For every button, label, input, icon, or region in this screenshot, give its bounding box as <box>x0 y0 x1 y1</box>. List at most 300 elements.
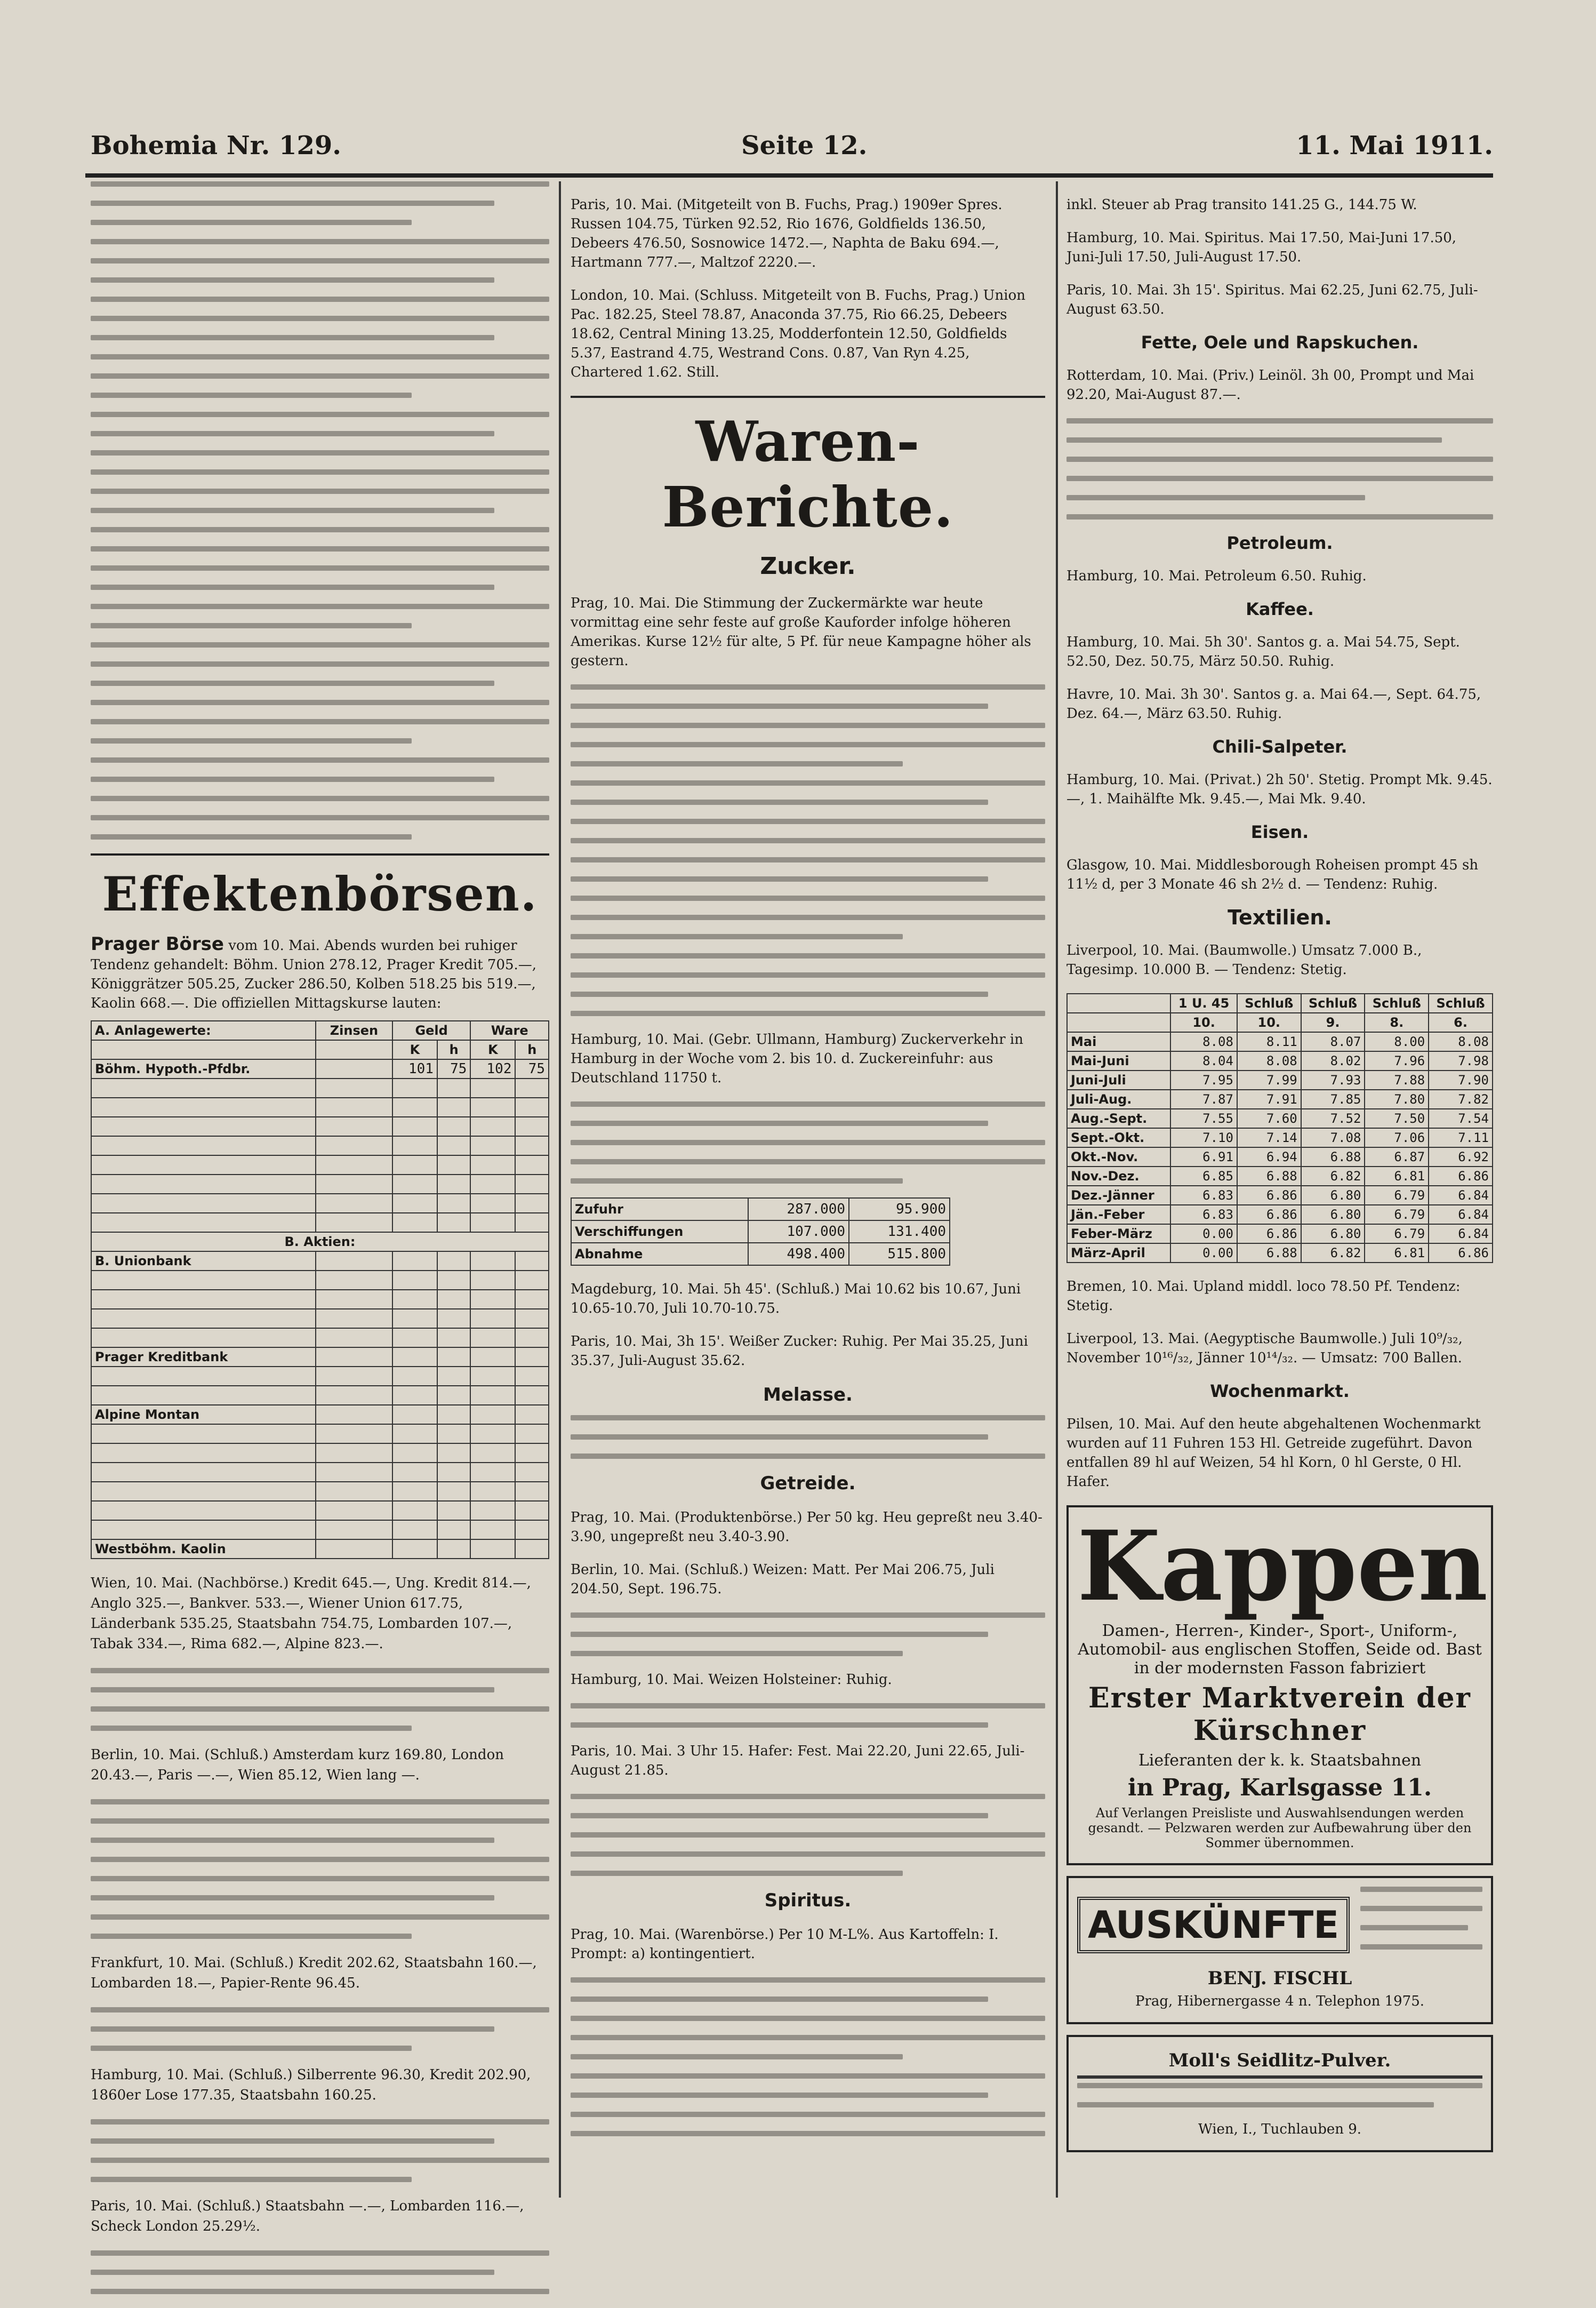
subheader-k: K <box>470 1040 515 1059</box>
cotton-price: 6.91 <box>1170 1147 1237 1167</box>
cotton-price: 6.82 <box>1301 1243 1365 1263</box>
prager-boerse-text: vom 10. Mai. Abends wurden bei ruhiger Tendenz gehandelt: Böhm. Union 278.12, Prager Kredit 705.—, Königgrätzer 505.25, Zucker 286.50, Kolben 518.25 bis 519.—, Kaolin 668.—. Die offiziellen Mittagskurse lauten: <box>91 938 537 1011</box>
cotton-column-date: 6. <box>1429 1013 1493 1032</box>
cotton-price: 7.93 <box>1301 1071 1365 1090</box>
cotton-column-date: 10. <box>1170 1013 1237 1032</box>
price-cell <box>470 1463 515 1482</box>
report-hamburg-chili: Hamburg, 10. Mai. (Privat.) 2h 50'. Stetig. Prompt Mk. 9.45.—, 1. Maihälfte Mk. 9.45.—, Mai Mk. 9.40. <box>1066 772 1493 807</box>
coupon-cell <box>316 1213 392 1232</box>
price-cell <box>470 1136 515 1155</box>
price-cell <box>515 1424 549 1443</box>
table-row <box>1067 1109 1493 1128</box>
stock-label: Abnahme <box>571 1243 748 1265</box>
price-cell <box>437 1347 470 1367</box>
coupon-cell <box>316 1098 392 1117</box>
cotton-price: 6.83 <box>1170 1186 1237 1205</box>
coupon-cell <box>316 1539 392 1559</box>
price-cell <box>470 1501 515 1520</box>
table-row <box>571 1243 950 1265</box>
security-name <box>91 1175 316 1194</box>
coupon-cell <box>316 1251 392 1271</box>
cotton-price: 7.10 <box>1170 1128 1237 1147</box>
security-name <box>91 1290 316 1309</box>
table-row <box>1067 1051 1493 1071</box>
cotton-column-header: 1 U. 45 <box>1170 994 1237 1013</box>
security-name: Alpine Montan <box>91 1405 316 1424</box>
price-cell: 102 <box>470 1059 515 1079</box>
price-cell <box>437 1175 470 1194</box>
cotton-price: 7.54 <box>1429 1109 1493 1128</box>
security-name: B. Unionbank <box>91 1251 316 1271</box>
price-cell <box>470 1251 515 1271</box>
price-cell <box>392 1501 437 1520</box>
cotton-extra <box>1066 1277 1493 1491</box>
price-cell <box>470 1290 515 1309</box>
table-row <box>91 1443 549 1463</box>
price-cell <box>437 1424 470 1443</box>
column-rule <box>559 181 561 2198</box>
price-cell <box>470 1443 515 1463</box>
price-cell <box>437 1117 470 1136</box>
security-name: Westböhm. Kaolin <box>91 1539 316 1559</box>
cotton-price: 7.96 <box>1365 1051 1429 1071</box>
cotton-price: 6.84 <box>1429 1224 1493 1243</box>
price-cell <box>470 1155 515 1175</box>
cotton-price: 6.80 <box>1301 1205 1365 1224</box>
report-zucker-prag: Prag, 10. Mai. Die Stimmung der Zuckermärkte war heute vormittag eine sehr feste auf große Kauforder infolge höheren Amerikas. Kurse 12½ für alte, 5 Pf. für neue Kampagne höher als gestern. <box>571 595 1031 669</box>
price-cell <box>437 1463 470 1482</box>
section-title-effektenboersen: Effektenbörsen. <box>102 866 538 922</box>
stock-value: 107.000 <box>748 1220 849 1243</box>
table-row <box>1067 1147 1493 1167</box>
issue-date: 11. Mai 1911. <box>1296 131 1493 161</box>
price-cell <box>515 1136 549 1155</box>
table-row <box>91 1290 549 1309</box>
cotton-column-date: 9. <box>1301 1013 1365 1032</box>
table-header-ware: Ware <box>470 1021 549 1040</box>
ad-kappen-line4: in Prag, Karlsgasse 11. <box>1127 1774 1432 1801</box>
cotton-price: 7.82 <box>1429 1090 1493 1109</box>
price-cell <box>515 1251 549 1271</box>
price-cell <box>437 1213 470 1232</box>
price-cell <box>437 1539 470 1559</box>
stock-value: 287.000 <box>748 1198 849 1220</box>
price-cell <box>392 1117 437 1136</box>
table-header-geld: Geld <box>392 1021 471 1040</box>
security-name <box>91 1424 316 1443</box>
cotton-price: 8.11 <box>1237 1032 1301 1051</box>
price-cell <box>515 1155 549 1175</box>
cotton-price: 7.91 <box>1237 1090 1301 1109</box>
exchange-reports <box>91 1573 549 2294</box>
table-row <box>1067 1128 1493 1147</box>
ad-auskuenfte-address: Prag, Hibernergasse 4 n. Telephon 1975. <box>1135 1993 1425 2009</box>
security-name <box>91 1155 316 1175</box>
cotton-price: 7.06 <box>1365 1128 1429 1147</box>
cotton-price: 7.99 <box>1237 1071 1301 1090</box>
column-rule <box>1056 181 1058 2198</box>
cotton-month: Aug.-Sept. <box>1067 1109 1170 1128</box>
price-cell <box>470 1482 515 1501</box>
commodities-block <box>1066 195 1493 979</box>
price-cell <box>437 1271 470 1290</box>
cotton-column-header: Schluß <box>1237 994 1301 1013</box>
sugar-stock-table <box>571 1197 950 1266</box>
price-cell <box>515 1271 549 1290</box>
ad-kappen-line3: Lieferanten der k. k. Staatsbahnen <box>1138 1751 1422 1770</box>
price-cell <box>470 1539 515 1559</box>
price-cell <box>392 1251 437 1271</box>
cotton-price: 7.60 <box>1237 1109 1301 1128</box>
table-row <box>91 1059 549 1079</box>
price-cell <box>437 1443 470 1463</box>
price-cell <box>437 1136 470 1155</box>
price-cell <box>437 1328 470 1347</box>
price-cell: 75 <box>437 1059 470 1079</box>
ad-auskuenfte-firm: BENJ. FISCHL <box>1207 1968 1352 1989</box>
report-berlin-getreide: Berlin, 10. Mai. (Schluß.) Weizen: Matt. Per Mai 206.75, Juli 204.50, Sept. 196.75. <box>571 1562 995 1597</box>
cotton-price: 7.88 <box>1365 1071 1429 1090</box>
foreign-exchange-block <box>571 195 1045 382</box>
price-cell <box>515 1463 549 1482</box>
cotton-price: 7.85 <box>1301 1090 1365 1109</box>
stock-value: 515.800 <box>849 1243 950 1265</box>
report-paris-getreide: Paris, 10. Mai. 3 Uhr 15. Hafer: Fest. Mai 22.20, Juni 22.65, Juli-August 21.85. <box>571 1743 1025 1778</box>
table-row <box>91 1328 549 1347</box>
price-cell <box>515 1520 549 1539</box>
price-cell <box>392 1136 437 1155</box>
cotton-price: 6.87 <box>1365 1147 1429 1167</box>
security-name <box>91 1136 316 1155</box>
table-row <box>91 1271 549 1290</box>
price-cell <box>515 1328 549 1347</box>
coupon-cell <box>316 1194 392 1213</box>
cotton-month: März-April <box>1067 1243 1170 1263</box>
cotton-price: 6.83 <box>1170 1205 1237 1224</box>
cotton-month: Juli-Aug. <box>1067 1090 1170 1109</box>
cotton-price: 7.95 <box>1170 1071 1237 1090</box>
security-name: Prager Kreditbank <box>91 1347 316 1367</box>
price-cell <box>437 1194 470 1213</box>
coupon-cell <box>316 1482 392 1501</box>
cotton-column-date: 10. <box>1237 1013 1301 1032</box>
table-row <box>91 1213 549 1232</box>
price-cell <box>515 1175 549 1194</box>
report-hamburg-petroleum: Hamburg, 10. Mai. Petroleum 6.50. Ruhig. <box>1066 568 1367 584</box>
coupon-cell <box>316 1079 392 1098</box>
prager-boerse-report <box>91 935 549 1013</box>
price-cell <box>437 1386 470 1405</box>
cotton-price: 6.94 <box>1237 1147 1301 1167</box>
report-liverpool-egypt: Liverpool, 13. Mai. (Aegyptische Baumwolle.) Juli 10⁹/₃₂, November 10¹⁶/₃₂, Jänner 10¹⁴/₃₂. — Umsatz: 700 Ballen. <box>1066 1331 1463 1366</box>
coupon-cell <box>316 1367 392 1386</box>
cotton-month: Juni-Juli <box>1067 1071 1170 1090</box>
price-cell <box>437 1155 470 1175</box>
cotton-price: 7.87 <box>1170 1090 1237 1109</box>
cotton-price: 7.98 <box>1429 1051 1493 1071</box>
report-hamburg: Hamburg, 10. Mai. (Schluß.) Silberrente 96.30, Kredit 202.90, 1860er Lose 177.35, Staatsbahn 160.25. <box>91 2067 531 2103</box>
price-cell <box>515 1213 549 1232</box>
getreide-block <box>571 1508 1045 1876</box>
table-row <box>91 1520 549 1539</box>
coupon-cell <box>316 1290 392 1309</box>
report-prag-spiritus: Prag, 10. Mai. (Warenbörse.) Per 10 M-L%. Aus Kartoffeln: I. Prompt: a) kontingentiert. <box>571 1927 999 1962</box>
price-cell <box>437 1309 470 1328</box>
price-cell <box>515 1117 549 1136</box>
price-cell <box>515 1347 549 1367</box>
price-cell <box>515 1309 549 1328</box>
ad-kappen-title: Kappen <box>1077 1510 1488 1623</box>
price-cell <box>392 1271 437 1290</box>
cotton-price: 7.80 <box>1365 1090 1429 1109</box>
ad-kappen <box>1066 1505 1493 1865</box>
table-section-a <box>91 1059 549 1232</box>
price-cell <box>470 1328 515 1347</box>
report-frankfurt: Frankfurt, 10. Mai. (Schluß.) Kredit 202.62, Staatsbahn 160.—, Lombarden 18.—, Papier-Rente 96.45. <box>91 1955 537 1991</box>
report-paris-spiritus: Paris, 10. Mai. 3h 15'. Spiritus. Mai 62.25, Juni 62.75, Juli-August 63.50. <box>1066 282 1478 317</box>
table-row <box>1067 1090 1493 1109</box>
price-cell <box>392 1367 437 1386</box>
security-name <box>91 1386 316 1405</box>
cotton-price: 8.07 <box>1301 1032 1365 1051</box>
cotton-price: 8.08 <box>1237 1051 1301 1071</box>
cotton-price: 6.80 <box>1301 1224 1365 1243</box>
stock-value: 498.400 <box>748 1243 849 1265</box>
security-name: Böhm. Hypoth.-Pfdbr. <box>91 1059 316 1079</box>
price-cell <box>515 1290 549 1309</box>
zucker-block <box>571 594 1045 1370</box>
subsection-getreide: Getreide. <box>760 1473 856 1494</box>
price-cell <box>515 1194 549 1213</box>
security-name <box>91 1367 316 1386</box>
price-cell <box>515 1482 549 1501</box>
price-cell <box>470 1347 515 1367</box>
cotton-column-date: 8. <box>1365 1013 1429 1032</box>
table-row <box>1067 1167 1493 1186</box>
security-name <box>91 1482 316 1501</box>
cotton-price: 7.14 <box>1237 1128 1301 1147</box>
price-cell <box>392 1539 437 1559</box>
cotton-price: 0.00 <box>1170 1224 1237 1243</box>
newspaper-page <box>85 107 1504 2234</box>
cotton-price: 7.11 <box>1429 1128 1493 1147</box>
security-name <box>91 1117 316 1136</box>
report-bremen: Bremen, 10. Mai. Upland middl. loco 78.50 Pf. Tendenz: Stetig. <box>1066 1279 1461 1314</box>
report-hamburg-getreide: Hamburg, 10. Mai. Weizen Holsteiner: Ruhig. <box>571 1672 892 1688</box>
security-name <box>91 1079 316 1098</box>
subheader-h: h <box>437 1040 470 1059</box>
cotton-price: 6.86 <box>1429 1167 1493 1186</box>
price-cell <box>392 1347 437 1367</box>
subsection-chili-salpeter: Chili-Salpeter. <box>1212 737 1348 757</box>
cotton-price: 6.86 <box>1429 1243 1493 1263</box>
cotton-price: 8.08 <box>1429 1032 1493 1051</box>
price-cell <box>437 1482 470 1501</box>
security-name <box>91 1520 316 1539</box>
stock-quotes-table <box>91 1020 549 1559</box>
security-name <box>91 1328 316 1347</box>
cotton-price: 7.90 <box>1429 1071 1493 1090</box>
page-number: Seite 12. <box>741 131 868 161</box>
security-name <box>91 1443 316 1463</box>
price-cell <box>437 1290 470 1309</box>
price-cell <box>392 1155 437 1175</box>
cotton-price: 6.81 <box>1365 1243 1429 1263</box>
security-name <box>91 1271 316 1290</box>
price-cell <box>392 1424 437 1443</box>
coupon-cell <box>316 1271 392 1290</box>
ad-kappen-line1: Damen-, Herren-, Kinder-, Sport-, Uniform-, Automobil- aus englischen Stoffen, Seide od. Bast in der modernsten Fasson fabriziert <box>1078 1622 1482 1678</box>
report-london-fuchs: London, 10. Mai. (Schluss. Mitgeteilt von B. Fuchs, Prag.) Union Pac. 182.25, Steel 78.87, Anaconda 37.75, Rio 66.25, Debeers 18.62, Central Mining 13.25, Modderfontein 12.50, Goldfields 5.37, Eastrand 4.75, Westrand Cons. 0.87, Van Ryn 4.25, Chartered 1.62. Still. <box>571 287 1026 380</box>
price-cell <box>470 1271 515 1290</box>
coupon-cell <box>316 1175 392 1194</box>
cotton-price: 6.79 <box>1365 1186 1429 1205</box>
subsection-eisen: Eisen. <box>1250 822 1309 842</box>
cotton-price: 6.82 <box>1301 1167 1365 1186</box>
cotton-month: Feber-März <box>1067 1224 1170 1243</box>
cotton-price: 7.08 <box>1301 1128 1365 1147</box>
table-row <box>91 1117 549 1136</box>
ad-auskuenfte-title: AUSKÜNFTE <box>1077 1897 1350 1953</box>
security-name <box>91 1501 316 1520</box>
price-cell <box>437 1520 470 1539</box>
cotton-price: 6.88 <box>1301 1147 1365 1167</box>
table-row <box>91 1098 549 1117</box>
security-name <box>91 1463 316 1482</box>
price-cell <box>470 1213 515 1232</box>
table-row <box>1067 1243 1493 1263</box>
price-cell <box>437 1367 470 1386</box>
table-row <box>91 1079 549 1098</box>
coupon-cell <box>316 1155 392 1175</box>
table-section-b <box>91 1251 549 1559</box>
ad-kappen-line2: Erster Marktverein der Kürschner <box>1088 1682 1471 1747</box>
report-liverpool: Liverpool, 10. Mai. (Baumwolle.) Umsatz 7.000 B., Tagesimp. 10.000 B. — Tendenz: Stetig. <box>1066 943 1422 978</box>
subsection-kaffee: Kaffee. <box>1246 599 1314 619</box>
cotton-price: 7.55 <box>1170 1109 1237 1128</box>
cotton-price: 6.79 <box>1365 1205 1429 1224</box>
table-row <box>91 1251 549 1271</box>
cotton-price: 6.80 <box>1301 1186 1365 1205</box>
price-cell <box>470 1367 515 1386</box>
cotton-price: 0.00 <box>1170 1243 1237 1263</box>
price-cell: 101 <box>392 1059 437 1079</box>
price-cell <box>437 1501 470 1520</box>
report-rotterdam: Rotterdam, 10. Mai. (Priv.) Leinöl. 3h 00, Prompt und Mai 92.20, Mai-August 87.—. <box>1066 368 1474 403</box>
price-cell <box>437 1405 470 1424</box>
section-title-waren-berichte: Waren-Berichte. <box>662 409 954 540</box>
cotton-price: 6.85 <box>1170 1167 1237 1186</box>
price-cell <box>392 1482 437 1501</box>
price-cell <box>515 1405 549 1424</box>
separator <box>91 853 549 856</box>
cotton-month: Okt.-Nov. <box>1067 1147 1170 1167</box>
price-cell <box>392 1463 437 1482</box>
report-pilsen: Pilsen, 10. Mai. Auf den heute abgehaltenen Wochenmarkt wurden auf 11 Fuhren 153 Hl. Getreide zugeführt. Davon entfallen 89 hl auf Weizen, 54 hl Korn, 0 hl Gerste, 0 Hl. Hafer. <box>1066 1416 1481 1490</box>
price-cell <box>437 1251 470 1271</box>
cotton-price: 7.52 <box>1301 1109 1365 1128</box>
price-cell <box>392 1290 437 1309</box>
coupon-cell <box>316 1463 392 1482</box>
cotton-month: Nov.-Dez. <box>1067 1167 1170 1186</box>
cotton-price: 6.86 <box>1237 1205 1301 1224</box>
cotton-month: Mai <box>1067 1032 1170 1051</box>
table-row <box>91 1482 549 1501</box>
price-cell <box>470 1405 515 1424</box>
table-row <box>91 1539 549 1559</box>
table-header-label: A. Anlagewerte: <box>91 1021 316 1040</box>
separator <box>571 396 1045 398</box>
stock-label: Zufuhr <box>571 1198 748 1220</box>
spiritus-block <box>571 1925 1045 2136</box>
price-cell <box>392 1079 437 1098</box>
coupon-cell <box>316 1328 392 1347</box>
coupon-cell <box>316 1136 392 1155</box>
price-cell <box>515 1367 549 1386</box>
table-row <box>571 1198 950 1220</box>
price-cell <box>437 1079 470 1098</box>
table-row <box>1067 1205 1493 1224</box>
stock-label: Verschiffungen <box>571 1220 748 1243</box>
prager-boerse-heading: Prager Börse <box>91 933 224 955</box>
price-cell <box>392 1405 437 1424</box>
report-havre: Havre, 10. Mai. 3h 30'. Santos g. a. Mai 64.—, Sept. 64.75, Dez. 64.—, März 63.50. Ruhig. <box>1066 686 1481 722</box>
table-row <box>571 1220 950 1243</box>
subsection-petroleum: Petroleum. <box>1226 533 1333 553</box>
cotton-price: 6.92 <box>1429 1147 1493 1167</box>
report-hamburg-spiritus: Hamburg, 10. Mai. Spiritus. Mai 17.50, Mai-Juni 17.50, Juni-Juli 17.50, Juli-August 17.50. <box>1066 230 1457 265</box>
table-row <box>91 1463 549 1482</box>
table-row <box>1067 1071 1493 1090</box>
price-cell <box>515 1386 549 1405</box>
cotton-price: 7.50 <box>1365 1109 1429 1128</box>
page-header <box>85 125 1493 178</box>
price-cell <box>515 1079 549 1098</box>
stock-value: 95.900 <box>849 1198 950 1220</box>
price-cell <box>392 1175 437 1194</box>
ad-moll <box>1066 2035 1493 2152</box>
table-row <box>91 1136 549 1155</box>
cotton-price: 8.00 <box>1365 1032 1429 1051</box>
subheader-h: h <box>515 1040 549 1059</box>
table-row <box>91 1194 549 1213</box>
report-prag-getreide: Prag, 10. Mai. (Produktenbörse.) Per 50 kg. Heu gepreßt neu 3.40-3.90, ungepreßt neu 3.40-3.90. <box>571 1510 1042 1545</box>
cotton-price: 8.02 <box>1301 1051 1365 1071</box>
cotton-price: 6.88 <box>1237 1243 1301 1263</box>
cotton-price: 8.04 <box>1170 1051 1237 1071</box>
cotton-price: 6.86 <box>1237 1186 1301 1205</box>
report-paris: Paris, 10. Mai. (Schluß.) Staatsbahn —.—, Lombarden 116.—, Scheck London 25.29½. <box>91 2198 524 2234</box>
ad-kappen-line5: Auf Verlangen Preisliste und Auswahlsendungen werden gesandt. — Pelzwaren werden zur Aufbewahrung über den Sommer übernommen. <box>1088 1806 1472 1850</box>
cotton-price: 6.84 <box>1429 1186 1493 1205</box>
coupon-cell <box>316 1059 392 1079</box>
coupon-cell <box>316 1424 392 1443</box>
table-row <box>1067 1186 1493 1205</box>
report-zucker-hamburg: Hamburg, 10. Mai. (Gebr. Ullmann, Hamburg) Zuckerverkehr in Hamburg in der Woche vom 2. bis 10. d. Zuckereinfuhr: aus Deutschland 11750 t. <box>571 1032 1023 1086</box>
cotton-column-header: Schluß <box>1301 994 1365 1013</box>
cotton-price: 6.86 <box>1237 1224 1301 1243</box>
price-cell <box>470 1520 515 1539</box>
security-name <box>91 1309 316 1328</box>
price-cell <box>470 1194 515 1213</box>
report-magdeburg: Magdeburg, 10. Mai. 5h 45'. (Schluß.) Mai 10.62 bis 10.67, Juni 10.65-10.70, Juli 10.70-10.75. <box>571 1281 1021 1316</box>
coupon-cell <box>316 1117 392 1136</box>
price-cell <box>470 1386 515 1405</box>
coupon-cell <box>316 1501 392 1520</box>
price-cell <box>515 1539 549 1559</box>
coupon-cell <box>316 1386 392 1405</box>
table-row <box>1067 1224 1493 1243</box>
